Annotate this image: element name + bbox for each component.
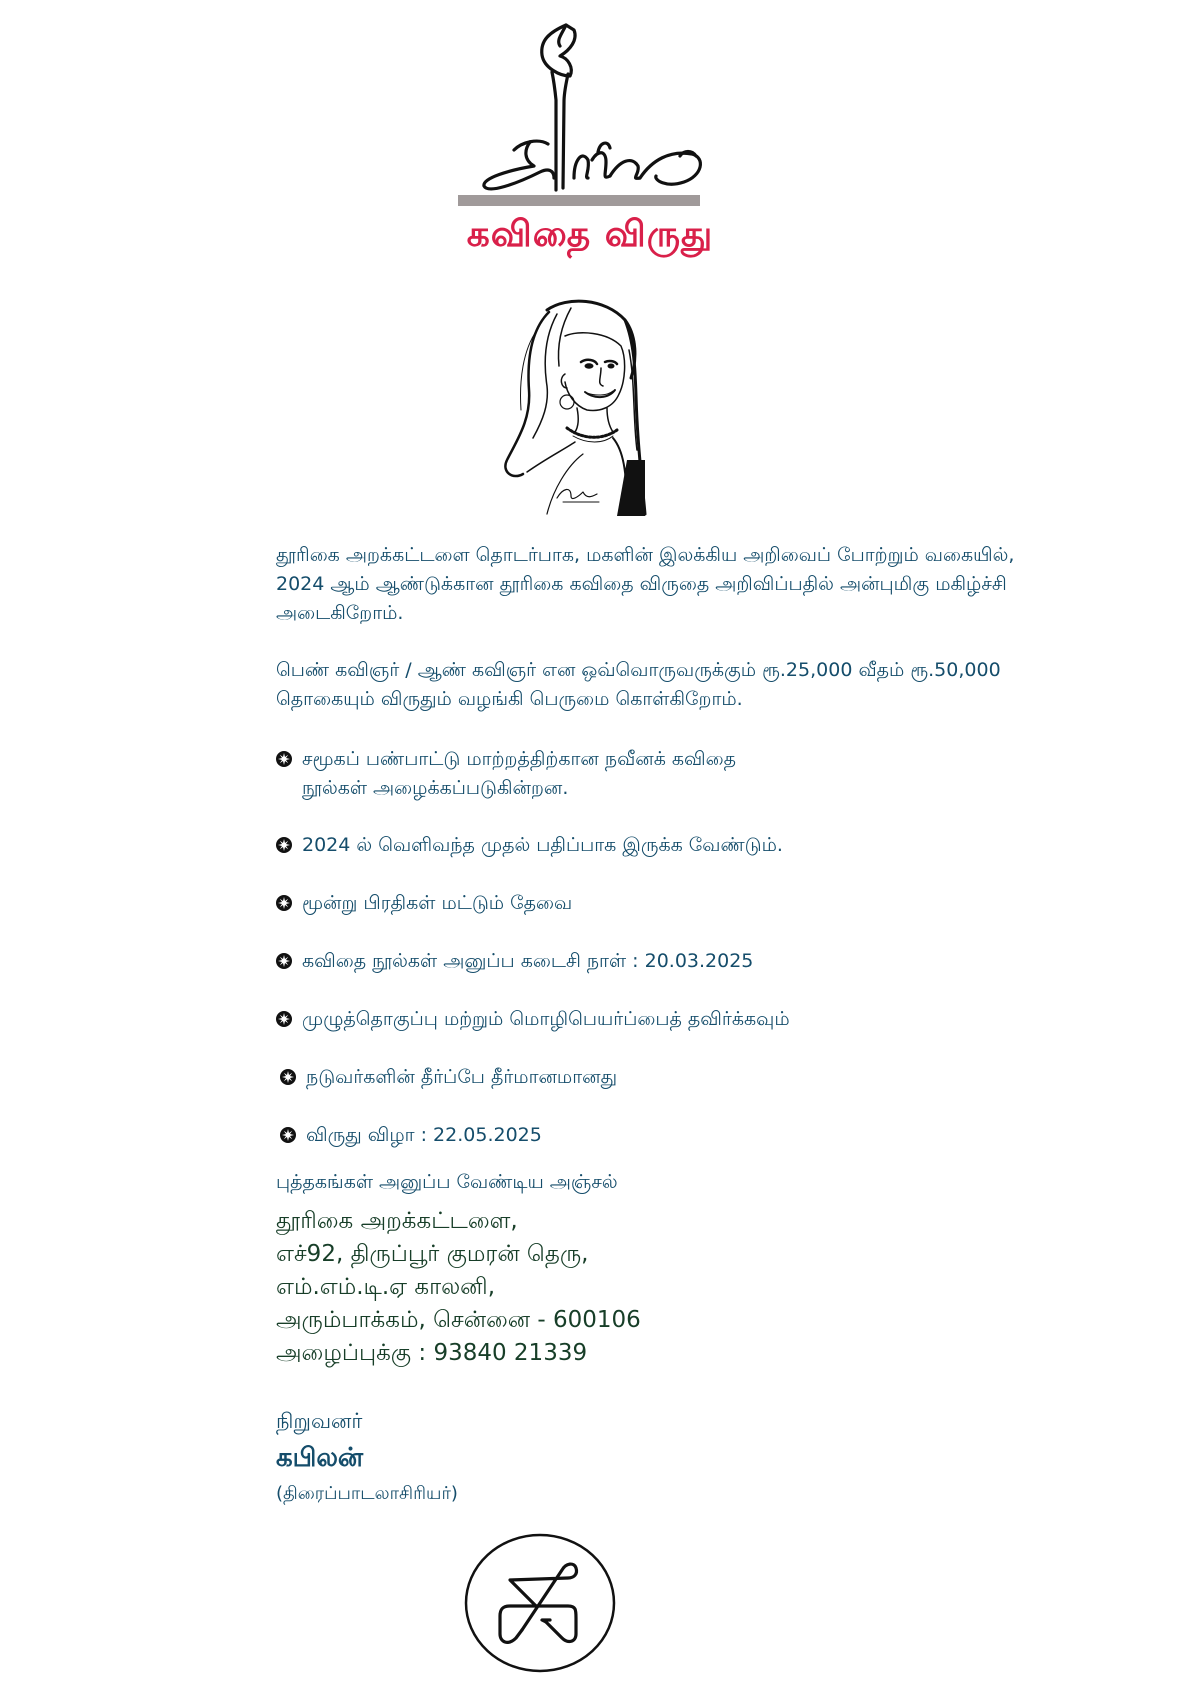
circular-monogram-logo-icon (462, 1530, 618, 1676)
rule-item (280, 1063, 866, 1092)
address-line: எச்92, திருப்பூர் குமரன் தெரு, (276, 1241, 589, 1267)
address-line: எம்.எம்.டி.ஏ காலனி, (276, 1274, 496, 1300)
sunburst-bullet-icon (276, 953, 292, 969)
rule-text: முழுத்தொகுப்பு மற்றும் மொழிபெயர்ப்பைத் தவிர்க்கவும் (302, 1008, 790, 1030)
rule-item (276, 831, 862, 860)
intro-paragraph-2: பெண் கவிஞர் / ஆண் கவிஞர் என ஒவ்வொருவருக்கும் ரூ.25,000 வீதம் ரூ.50,000 தொகையும் விருதும் வழங்கி பெருமை கொள்கிறோம். (276, 659, 1001, 710)
postal-heading: புத்தகங்கள் அனுப்ப வேண்டிய அஞ்சல் (276, 1171, 618, 1193)
rule-text: விருது விழா : 22.05.2025 (306, 1124, 542, 1146)
poet-portrait-icon (487, 290, 647, 516)
founder-name: கபிலன் (276, 1443, 364, 1473)
rule-text: நடுவர்களின் தீர்ப்பே தீர்மானமானது (306, 1066, 618, 1088)
rule-item (276, 947, 862, 976)
rule-text: சமூகப் பண்பாட்டு மாற்றத்திற்கான நவீனக் கவிதை நூல்கள் அழைக்கப்படுகின்றன. (302, 748, 737, 799)
rule-text: 2024 ல் வெளிவந்த முதல் பதிப்பாக இருக்க வேண்டும். (302, 834, 783, 856)
sunburst-bullet-icon (276, 837, 292, 853)
address-line: அரும்பாக்கம், சென்னை - 600106 (276, 1307, 641, 1333)
sunburst-bullet-icon (276, 751, 292, 767)
rule-item (276, 889, 862, 918)
sunburst-bullet-icon (276, 895, 292, 911)
header-divider-bar (458, 195, 700, 206)
rule-item (276, 745, 772, 803)
address-line: தூரிகை அறக்கட்டளை, (276, 1208, 518, 1234)
rule-text: மூன்று பிரதிகள் மட்டும் தேவை (302, 892, 573, 914)
sunburst-bullet-icon (276, 1011, 292, 1027)
phone-line: அழைப்புக்கு : 93840 21339 (276, 1340, 588, 1366)
intro-paragraph-1: தூரிகை அறக்கட்டளை தொடர்பாக, மகளின் இலக்கிய அறிவைப் போற்றும் வகையில், 2024 ஆம் ஆண்டுக்கான தூரிகை கவிதை விருதை அறிவிப்பதில் அன்புமிகு மகிழ்ச்சி அடைகிறோம். (276, 544, 1015, 624)
founder-role: (திரைப்பாடலாசிரியர்) (276, 1483, 458, 1504)
award-title: கவிதை விருது (466, 214, 714, 255)
sunburst-bullet-icon (280, 1127, 296, 1143)
rule-text: கவிதை நூல்கள் அனுப்ப கடைசி நாள் : 20.03.2025 (302, 950, 754, 972)
founder-label: நிறுவனர் (276, 1409, 363, 1433)
postal-address (276, 1205, 641, 1370)
thoorigai-logo-icon (470, 10, 710, 200)
sunburst-bullet-icon (280, 1069, 296, 1085)
rule-item (280, 1121, 866, 1150)
rule-item (276, 1005, 862, 1034)
